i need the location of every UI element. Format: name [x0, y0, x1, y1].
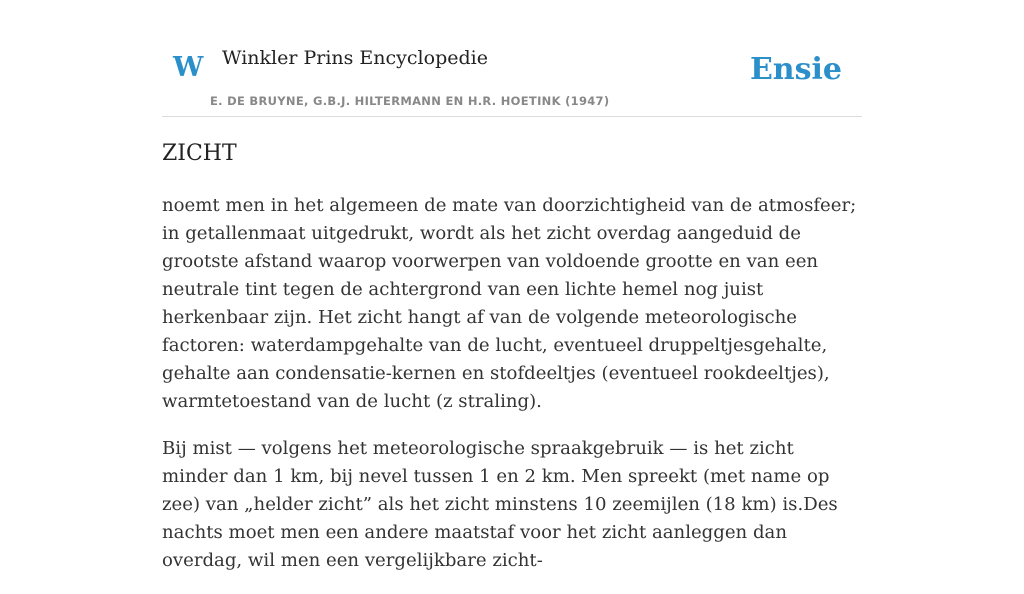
article-paragraph: Bij mist — volgens het meteorologische spraakgebruik — is het zicht minder dan 1 km, bij nevel tussen 1 en 2 km. Men spreekt (met name op zee) van „helder zicht” als het zicht minstens 10 zeemijlen (18 km) is.Des nachts moet men een andere maatstaf voor het zicht aanleggen dan overdag, wil men een vergelijkbare zicht-: [162, 438, 838, 571]
article-title: ZICHT: [162, 141, 237, 166]
source-header: [162, 40, 862, 117]
source-logo-icon: W: [173, 52, 204, 83]
article-paragraph: noemt men in het algemeen de mate van doorzichtigheid van de atmosfeer; in getallenmaat uitgedrukt, wordt als het zicht overdag aangeduid de grootste afstand waarop voorwerpen van voldoende grootte en van een neutrale tint tegen de achtergrond van een lichte hemel nog juist herkenbaar zijn. Het zicht hangt af van de volgende meteorologische factoren: waterdampgehalte van de lucht, eventueel druppeltjesgehalte, gehalte aan condensatie-kernen en stofdeeltjes (eventueel rookdeeltjes), warmtetoestand van de lucht (z straling).: [162, 195, 857, 412]
article-body: [162, 192, 862, 594]
source-authors: E. DE BRUYNE, G.B.J. HILTERMANN EN H.R. HOETINK (1947): [210, 94, 610, 108]
ensie-logo-link[interactable]: Ensie: [749, 52, 842, 87]
source-title[interactable]: Winkler Prins Encyclopedie: [222, 47, 488, 69]
